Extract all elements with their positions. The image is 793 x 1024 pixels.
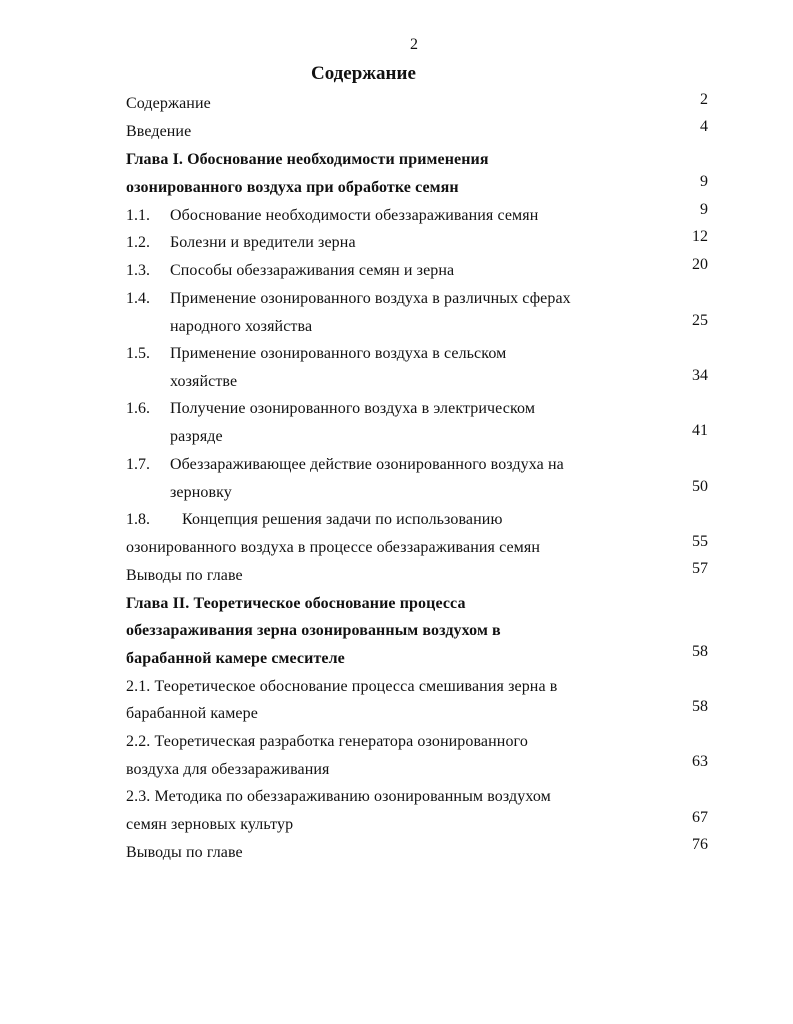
toc-section-number: 1.1. bbox=[126, 207, 150, 224]
toc-page-intro: 4 bbox=[700, 118, 708, 135]
toc-page-1-8: 55 bbox=[692, 533, 708, 550]
toc-page-chapter-1: 9 bbox=[700, 173, 708, 190]
toc-page-1-4: 25 bbox=[692, 312, 708, 329]
toc-page-1-7: 50 bbox=[692, 478, 708, 495]
toc-chapter-2-line2: обеззараживания зерна озонированным воздухом в bbox=[126, 622, 501, 639]
toc-entry-intro: Введение bbox=[126, 123, 192, 140]
toc-section-2-3-line1: 2.3. Методика по обеззараживанию озонированным воздухом bbox=[126, 788, 551, 805]
toc-page-chapter-2: 58 bbox=[692, 643, 708, 660]
toc-chapter-1-line2: озонированного воздуха при обработке семян bbox=[126, 179, 459, 196]
page-title: Содержание bbox=[311, 63, 416, 84]
toc-section-2-1-line2: барабанной камере bbox=[126, 705, 258, 722]
toc-page-2-1: 58 bbox=[692, 698, 708, 715]
toc-section-number: 1.6. bbox=[126, 400, 150, 417]
toc-chapter-1-line1: Глава I. Обоснование необходимости применения bbox=[126, 151, 489, 168]
toc-page-1-6: 41 bbox=[692, 422, 708, 439]
toc-section-1-8-line1: Концепция решения задачи по использованию bbox=[182, 511, 503, 528]
toc-page-conclusions-1: 57 bbox=[692, 560, 708, 577]
toc-section-1-7-line2: зерновку bbox=[170, 484, 232, 501]
toc-page-2-3: 67 bbox=[692, 809, 708, 826]
toc-page-conclusions-2: 76 bbox=[692, 836, 708, 853]
toc-page-contents: 2 bbox=[700, 91, 708, 108]
toc-page-2-2: 63 bbox=[692, 753, 708, 770]
toc-section-1-4-line1: Применение озонированного воздуха в различных сферах bbox=[170, 290, 571, 307]
toc-section-1-5-line1: Применение озонированного воздуха в сельском bbox=[170, 345, 507, 362]
toc-entry-contents: Содержание bbox=[126, 95, 211, 112]
toc-section-number: 1.8. bbox=[126, 511, 150, 528]
toc-entry-conclusions-1: Выводы по главе bbox=[126, 567, 243, 584]
toc-section-1-3: Способы обеззараживания семян и зерна bbox=[170, 262, 455, 279]
toc-page-1-1: 9 bbox=[700, 201, 708, 218]
toc-section-number: 1.2. bbox=[126, 234, 150, 251]
toc-section-1-2: Болезни и вредители зерна bbox=[170, 234, 356, 251]
toc-section-2-1-line1: 2.1. Теоретическое обоснование процесса смешивания зерна в bbox=[126, 678, 558, 695]
toc-section-2-2-line2: воздуха для обеззараживания bbox=[126, 761, 330, 778]
toc-chapter-2-line3: барабанной камере смесителе bbox=[126, 650, 345, 667]
toc-section-1-8-line2: озонированного воздуха в процессе обеззараживания семян bbox=[126, 539, 541, 556]
toc-entry-conclusions-2: Выводы по главе bbox=[126, 844, 243, 861]
toc-section-number: 1.7. bbox=[126, 456, 150, 473]
toc-section-1-6-line1: Получение озонированного воздуха в электрическом bbox=[170, 400, 536, 417]
toc-section-number: 1.3. bbox=[126, 262, 150, 279]
toc-section-2-2-line1: 2.2. Теоретическая разработка генератора озонированного bbox=[126, 733, 528, 750]
toc-section-number: 1.5. bbox=[126, 345, 150, 362]
toc-page-1-5: 34 bbox=[692, 367, 708, 384]
toc-page-1-2: 12 bbox=[692, 228, 708, 245]
toc-section-1-1: Обоснование необходимости обеззараживания семян bbox=[170, 207, 539, 224]
toc-section-1-4-line2: народного хозяйства bbox=[170, 318, 313, 335]
toc-page-1-3: 20 bbox=[692, 256, 708, 273]
toc-section-1-7-line1: Обеззараживающее действие озонированного воздуха на bbox=[170, 456, 564, 473]
toc-section-1-6-line2: разряде bbox=[170, 428, 223, 445]
toc-section-2-3-line2: семян зерновых культур bbox=[126, 816, 294, 833]
toc-chapter-2-line1: Глава II. Теоретическое обоснование процесса bbox=[126, 595, 466, 612]
toc-section-number: 1.4. bbox=[126, 290, 150, 307]
page-number: 2 bbox=[410, 36, 418, 53]
toc-section-1-5-line2: хозяйстве bbox=[170, 373, 238, 390]
